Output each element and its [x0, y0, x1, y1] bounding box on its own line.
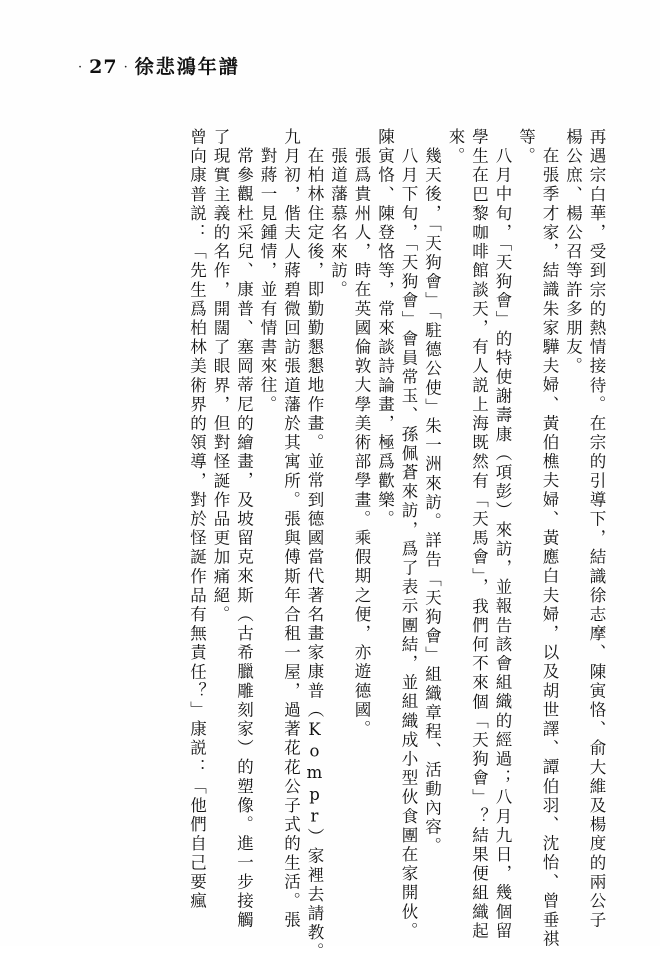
text-column: 了現實主義的名作，開闊了眼界，但對怪誕作品更加痛絕。 — [211, 128, 230, 625]
page-number: 27 — [89, 56, 118, 78]
page-header — [78, 52, 240, 79]
text-column: 陳寅恪、陳登恪等，常來談詩論畫，極爲歡樂。 — [375, 128, 395, 530]
header-left-dot: · — [78, 60, 84, 75]
text-column: 九月初，偕夫人蔣碧微回訪張道藩於其寓所。張與傅斯年合租一屋，過著花花公子式的生活。張 — [281, 128, 301, 931]
text-column: 對蔣一見鍾情，並有情書來往。 — [258, 147, 277, 415]
text-column: 八月中旬，「天狗會」的特使謝壽康（項彭）來訪，並報告該會組織的經過；八月九日，幾個留 — [493, 147, 512, 941]
running-title: 徐悲鴻年譜 — [134, 56, 240, 78]
text-column: 在張季才家，結識朱家驊夫婦、黃伯樵夫婦、黃應白夫婦，以及胡世譯、譚伯羽、沈怡、曾垂祺 — [540, 147, 559, 950]
text-column: 曾向康普説：「先生爲柏林美術界的領導，對於怪誕作品有無責任？」康説：「他們自己要瘋 — [187, 128, 207, 912]
text-column: 幾天後，「天狗會」「駐德公使」朱一洲來訪。詳告「天狗會」組織章程、活動內容。 — [422, 147, 442, 857]
text-column: 等。 — [516, 128, 536, 167]
text-column: 常參觀杜采兒、康普、塞岡蒂尼的繪畫，及坡留克來斯（古希臘雕刻家）的塑像。進一步接觸 — [234, 147, 254, 931]
text-column: 來。 — [446, 128, 465, 167]
text-column: 八月下旬，「天狗會」會員常玉、孫佩蒼來訪，爲了表示團結，並組織成小型伙食團在家開伙。 — [399, 147, 418, 941]
text-column: 楊公庶、楊公召等許多朋友。 — [563, 128, 583, 377]
text-column: 學生在巴黎咖啡館談天，有人説上海既然有「天馬會」，我們何不來個「天狗會」？結果便組織起 — [469, 128, 489, 942]
text-column: 再遇宗白華，受到宗的熱情接待。在宗的引導下，結識徐志摩、陳寅恪、俞大維及楊度的兩公子 — [587, 128, 606, 931]
text-column: 在柏林住定後，即勤勤懇懇地作畫。並常到德國當代著名畫家康普（Kompr）家裡去請教。 — [305, 147, 324, 962]
text-column: 張道藩慕名來訪。 — [328, 147, 348, 300]
header-mid-dot: · — [123, 60, 129, 75]
vertical-text-body — [181, 128, 606, 962]
text-column: 張爲貴州人，時在英國倫敦大學美術部學畫。乘假期之便，亦遊德國。 — [352, 147, 371, 740]
